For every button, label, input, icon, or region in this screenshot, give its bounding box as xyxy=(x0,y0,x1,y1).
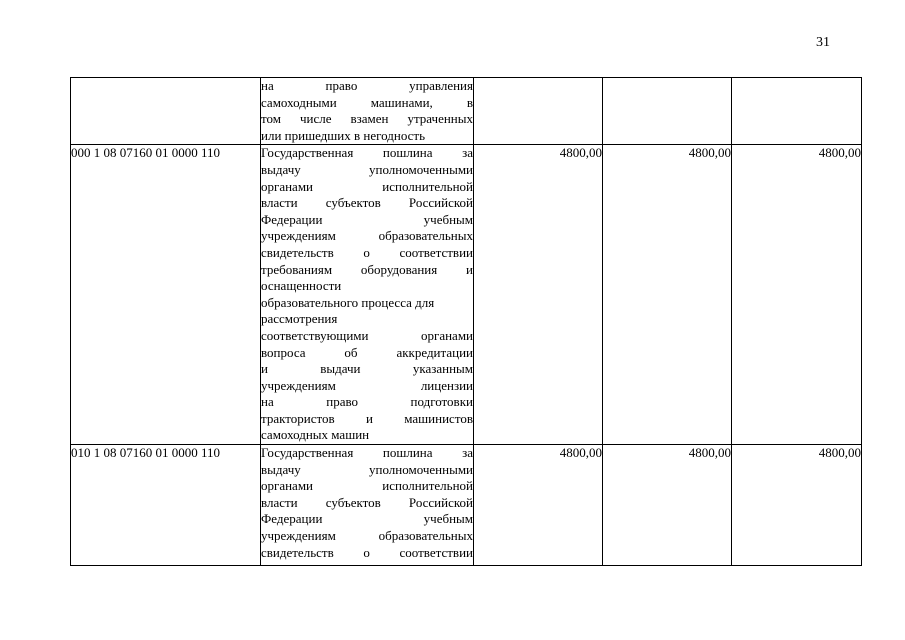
value-cell-2 xyxy=(603,78,732,145)
description-line: и выдачи указанным xyxy=(261,361,473,377)
table-row xyxy=(71,145,862,445)
value-cell-3: 4800,00 xyxy=(732,445,862,566)
description-line: Федерации учебным xyxy=(261,511,473,527)
value-cell-2: 4800,00 xyxy=(603,445,732,566)
description-line: трактористов и машинистов xyxy=(261,410,473,426)
description-line: рассмотрения xyxy=(261,311,338,327)
description-line: учреждениям образовательных xyxy=(261,528,473,544)
description-line: учреждениям образовательных xyxy=(261,228,473,244)
description-line: органами исполнительной xyxy=(261,478,473,494)
description-cell xyxy=(261,78,474,145)
description-cell xyxy=(261,145,474,445)
value-cell-3: 4800,00 xyxy=(732,145,862,445)
description-line: выдачу уполномоченными xyxy=(261,161,473,177)
description-line: или пришедших в негодность xyxy=(261,127,426,143)
description-cell xyxy=(261,445,474,566)
description-line: соответствующими органами xyxy=(261,327,473,343)
value-cell-2: 4800,00 xyxy=(603,145,732,445)
description-line: на право подготовки xyxy=(261,394,473,410)
budget-code-cell xyxy=(71,78,261,145)
description-line: учреждениям лицензии xyxy=(261,377,473,393)
description-line: выдачу уполномоченными xyxy=(261,461,473,477)
description-line: органами исполнительной xyxy=(261,178,473,194)
value-cell-1: 4800,00 xyxy=(474,445,603,566)
page-number: 31 xyxy=(816,35,830,50)
description-line: Государственная пошлина за xyxy=(261,445,473,461)
description-line: Федерации учебным xyxy=(261,211,473,227)
value-cell-1: 4800,00 xyxy=(474,145,603,445)
description-line: на право управления xyxy=(261,78,473,93)
budget-table xyxy=(70,77,862,566)
description-line: оснащенности xyxy=(261,278,342,294)
table-row xyxy=(71,78,862,145)
description-line: самоходных машин xyxy=(261,427,370,443)
budget-code-cell: 010 1 08 07160 01 0000 110 xyxy=(71,445,261,566)
budget-code-cell: 000 1 08 07160 01 0000 110 xyxy=(71,145,261,445)
description-line: образовательного процесса для xyxy=(261,294,435,310)
description-line: свидетельств о соответствии xyxy=(261,544,473,560)
description-line: вопроса об аккредитации xyxy=(261,344,473,360)
value-cell-1 xyxy=(474,78,603,145)
description-line: Государственная пошлина за xyxy=(261,145,473,161)
description-line: власти субъектов Российской xyxy=(261,494,473,510)
value-cell-3 xyxy=(732,78,862,145)
description-line: свидетельств о соответствии xyxy=(261,244,473,260)
description-line: власти субъектов Российской xyxy=(261,195,473,211)
table-row xyxy=(71,445,862,566)
description-line: том числе взамен утраченных xyxy=(261,111,473,127)
description-line: требованиям оборудования и xyxy=(261,261,473,277)
description-line: самоходными машинами, в xyxy=(261,94,473,110)
